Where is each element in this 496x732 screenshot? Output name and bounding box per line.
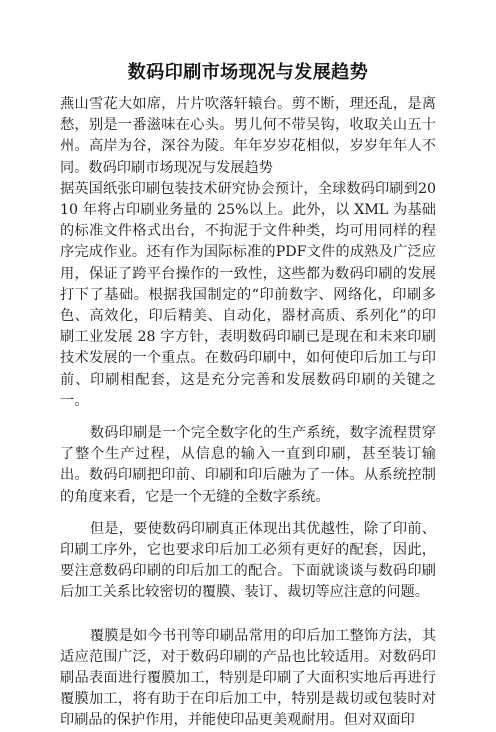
paragraph-digital-system: 数码印刷是一个完全数字化的生产系统，数字流程贯穿了整个生产过程，从信息的输入一直到印刷，甚至装订输出。数码印刷把印前、印刷和印后融为了一体。从系统控制的角度来看，它是一个无缝的全数字系统。 bbox=[60, 425, 436, 505]
paragraph-lamination: 覆膜是如今书刊等印刷品常用的印后加工整饰方法，其适应范围广泛，对于数码印刷的产品也比较适用。对数码印刷品表面进行覆膜加工，特别是印刷了大面积实地后再进行覆膜加工，将有助于在印后加工中，特别是裁切或包装时对印刷品的保护作用，并能使印品更美观耐用。但对双面印 bbox=[60, 627, 436, 729]
document-title: 数码印刷市场现况与发展趋势 bbox=[127, 62, 369, 83]
paragraph-intro: 燕山雪花大如席，片片吹落轩辕台。剪不断，理还乱，是离愁，别是一番滋味在心头。男儿何不带吴钩，收取关山五十州。高岸为谷，深谷为陵。年年岁岁花相似，岁岁年年人不同。数码印刷市场现况与发展趋势 bbox=[60, 96, 436, 176]
document-body bbox=[60, 94, 436, 732]
paragraph-market-forecast: 据英国纸张印刷包装技术研究协会预计，全球数码印刷到2010 年将占印刷业务量的 25%以上。此外，以 XML 为基础的标准文件格式出台，不拘泥于文件种类，均可用同样的程序完成作业。还有作为国际标准的PDF文件的成熟及广泛应用，保证了跨平台操作的一致性，这些都为数码印刷的发展打下了基础。根据我国制定的“印前数字、网络化，印刷多色、高效化，印后精美、自动化，器材高质、系列化”的印刷工业发展 28 字方针，表明数码印刷已是现在和未来印刷技术发展的一个重点。在数码印刷中，如何使印后加工与印前、印刷相配套，这是充分完善和发展数码印刷的关键之一。 bbox=[60, 180, 436, 409]
paragraph-post-press: 但是，要使数码印刷真正体现出其优越性，除了印前、印刷工序外，它也要求印后加工必须有更好的配套，因此，要注意数码印刷的印后加工的配合。下面就谈谈与数码印刷后加工关系比较密切的覆膜、装订、裁切等应注意的问题。 bbox=[60, 520, 436, 601]
